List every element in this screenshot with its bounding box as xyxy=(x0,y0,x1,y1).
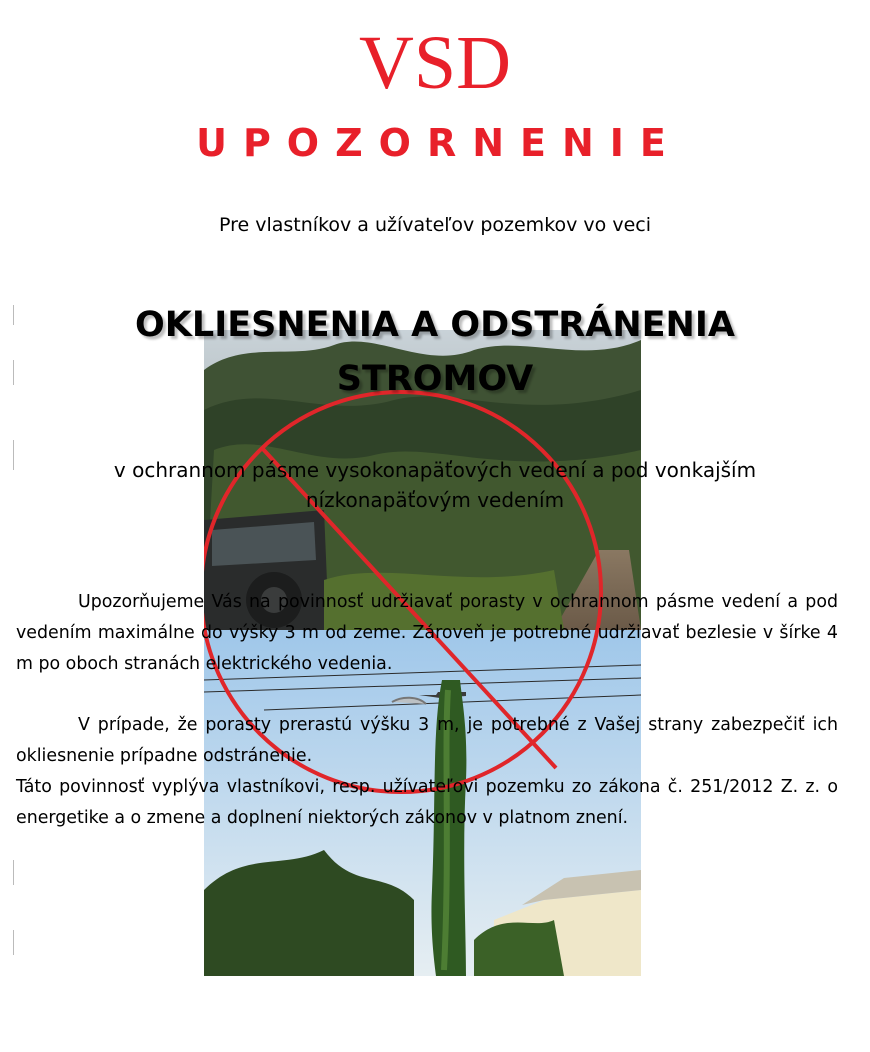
headline xyxy=(40,298,830,406)
left-margin-mark xyxy=(13,305,14,325)
body-paragraph-2: V prípade, že porasty prerastú výšku 3 m, je potrebné z Vašej strany zabezpečiť ich okliesnenie prípadne odstránenie. xyxy=(16,715,838,766)
subheading: v ochrannom pásme vysokonapäťových vedení a pod vonkajším nízkonapäťovým vedením xyxy=(113,458,757,512)
left-margin-mark xyxy=(13,930,14,955)
left-margin-mark xyxy=(13,440,14,470)
warning-title: UPOZORNENIE xyxy=(196,121,682,165)
headline-line-1: OKLIESNENIA A ODSTRÁNENIA xyxy=(135,305,735,345)
vsd-logo: VSD xyxy=(358,21,512,105)
left-margin-mark xyxy=(13,860,14,885)
headline-line-2: STROMOV xyxy=(336,359,534,399)
body-paragraph-3: Táto povinnosť vyplýva vlastníkovi, resp. užívateľovi pozemku zo zákona č. 251/2012 Z. z. o energetike a o zmene a doplnení niektorých zákonov v platnom znení. xyxy=(16,777,838,828)
body-paragraph-1: Upozorňujeme Vás na povinnosť udržiavať porasty v ochrannom pásme vedení a pod vedením maximálne do výšky 3 m od zeme. Zároveň je potrebné udržiavať bezlesie v šírke 4 m po oboch stranách elektrického vedenia. xyxy=(16,592,838,674)
intro-line: Pre vlastníkov a užívateľov pozemkov vo veci xyxy=(218,214,651,236)
left-margin-mark xyxy=(13,360,14,385)
